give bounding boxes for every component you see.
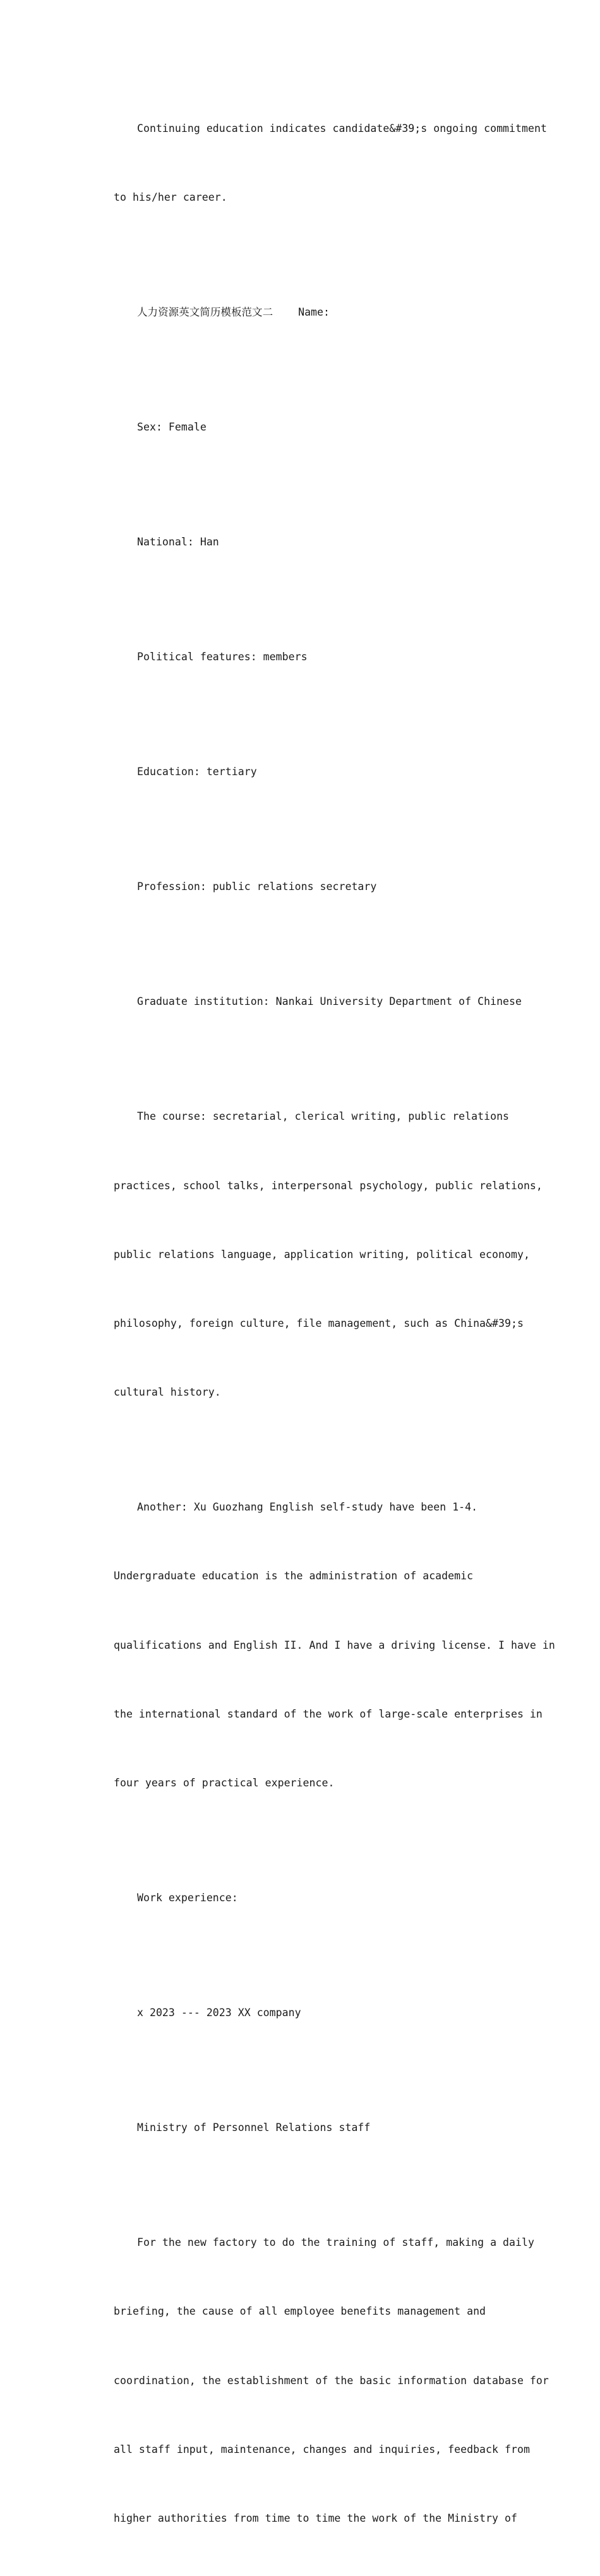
work-experience-heading: Work experience: [137,1892,238,1904]
text-line: higher authorities from time to time the work of the Ministry of [114,2512,517,2525]
text-line: four years of practical experience. [114,1777,335,1790]
paragraph-continuing-education [90,71,547,255]
field-political-features: Political features: members [137,651,308,663]
text-line: For the new factory to do the training of staff, making a daily [137,2236,534,2249]
field-education: Education: tertiary [137,766,257,778]
text-line: philosophy, foreign culture, file management, such as China&#39;s [114,1317,524,1329]
text-line: to his/her career. [114,191,227,204]
paragraph-sex [90,370,510,485]
field-profession: Profession: public relations secretary [137,881,377,893]
paragraph-political [90,600,510,715]
work-period: x 2023 --- 2023 XX company [137,2007,301,2019]
text-line: cultural history. [114,1386,221,1399]
document-body [90,71,555,2576]
text-line: Undergraduate education is the administration of academic [114,1570,474,1582]
paragraph-another [90,1450,555,1841]
text-line: practices, school talks, interpersonal psychology, public relations, [114,1179,543,1192]
field-sex: Sex: Female [137,421,207,434]
paragraph-national [90,485,510,600]
paragraph-graduate-institution [90,944,522,1059]
paragraph-work-experience-heading [90,1841,510,1956]
section-title: 人力资源英文简历模板范文二 Name: [137,306,330,319]
paragraph-education [90,715,510,829]
text-line: briefing, the cause of all employee benefits management and [114,2305,486,2318]
paragraph-work-period [90,1956,510,2070]
text-line: the international standard of the work of large-scale enterprises in [114,1707,543,1720]
paragraph-job-description [90,2185,549,2576]
paragraph-job-title [90,2070,510,2185]
text-line: Another: Xu Guozhang English self-study have been 1-4. [137,1501,478,1514]
field-national: National: Han [137,536,219,549]
paragraph-course [90,1059,543,1450]
text-line: public relations language, application writing, political economy, [114,1248,530,1261]
paragraph-template-title [90,255,510,370]
text-line: coordination, the establishment of the basic information database for [114,2374,549,2387]
text-line: Continuing education indicates candidate&#39;s ongoing commitment [137,122,547,134]
job-title: Ministry of Personnel Relations staff [137,2122,371,2134]
text-line: qualifications and English II. And I have a driving license. I have in [114,1639,555,1651]
text-line: The course: secretarial, clerical writing, public relations [137,1110,510,1123]
paragraph-profession [90,829,510,944]
text-line: all staff input, maintenance, changes and inquiries, feedback from [114,2443,530,2455]
field-graduate-institution: Graduate institution: Nankai University Department of Chinese [137,995,522,1008]
